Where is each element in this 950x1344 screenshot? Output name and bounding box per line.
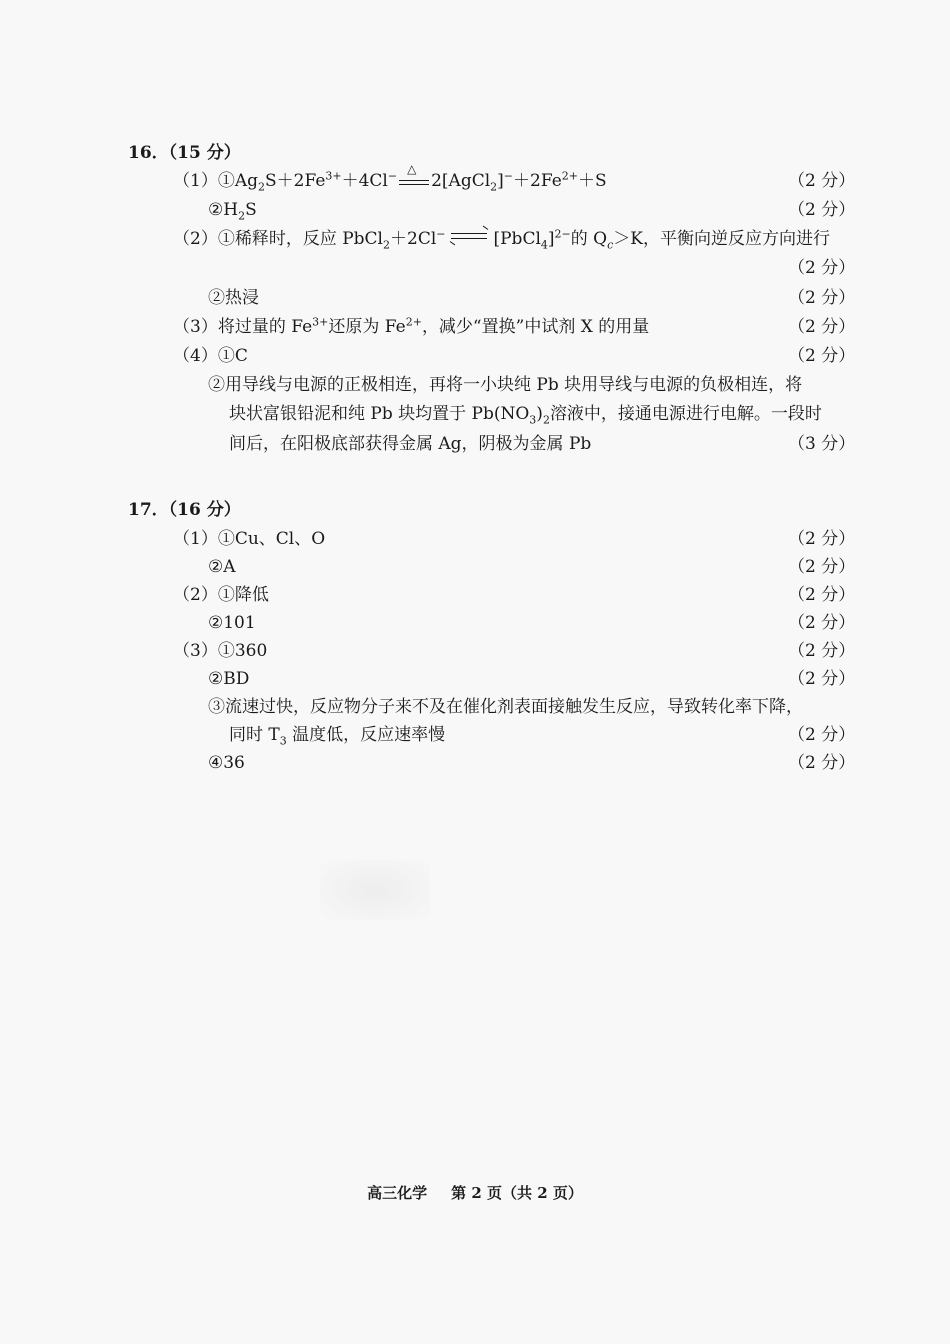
q16-p3-c: ，减少“置换”中试剂 X 的用量 bbox=[421, 317, 650, 337]
q17-p3c-line2a: 同时 T bbox=[229, 725, 280, 745]
q16-p2-prod-end: ] bbox=[547, 229, 555, 249]
q17-p3c-score: （2 分） bbox=[788, 725, 856, 745]
q17-p3d-score: （2 分） bbox=[788, 753, 856, 773]
q16-p2-label: （2）①稀释时，反应 PbCl bbox=[173, 229, 383, 249]
q16-heading: 16．（15 分） bbox=[128, 143, 241, 163]
q16-p1-score: （2 分） bbox=[788, 171, 856, 191]
q16-p2-tail2: ＞K，平衡向逆反应方向进行 bbox=[613, 229, 830, 249]
q16-part2 bbox=[173, 227, 830, 251]
q16-p2-sub2: 4 bbox=[540, 238, 548, 252]
q16-p3-sup2: 2+ bbox=[405, 315, 422, 329]
q16-part4: （4）①C bbox=[173, 346, 248, 366]
q17-item: （2）①降低 bbox=[173, 585, 269, 605]
q16-p3-b: 还原为 Fe bbox=[328, 317, 406, 337]
q16-p1-s: S＋2Fe bbox=[265, 171, 326, 191]
q16-p1-reactant: Ag bbox=[234, 171, 258, 191]
q16-p4b-line2b: ) bbox=[536, 404, 543, 424]
q16-p4b-sub2: 2 bbox=[542, 413, 550, 427]
q16-p1-cl: ＋4Cl bbox=[341, 171, 388, 191]
paper-smudge bbox=[320, 860, 430, 920]
q17-item-score: （2 分） bbox=[788, 669, 856, 689]
q16-part1-equation bbox=[173, 162, 607, 194]
q16-p4-score: （2 分） bbox=[788, 346, 856, 366]
heat-equals-symbol bbox=[397, 162, 431, 189]
q16-p2-tail1: 的 Q bbox=[570, 229, 608, 249]
q17-p3c-line2b: 温度低，反应速率慢 bbox=[286, 725, 446, 745]
q17-heading: 17．（16 分） bbox=[128, 500, 241, 520]
q16-p1-fe-sup: 3+ bbox=[325, 169, 342, 183]
q16-p1-cl-sup: − bbox=[387, 169, 398, 183]
q16-part4b-line3: 间后，在阳极底部获得金属 Ag，阴极为金属 Pb bbox=[229, 434, 592, 454]
q16-part1b bbox=[208, 198, 257, 222]
q16-p4b-sub1: 3 bbox=[529, 413, 537, 427]
q16-p1b-tail: S bbox=[245, 200, 257, 220]
q17-item-score: （2 分） bbox=[788, 613, 856, 633]
q16-p2-sup1: − bbox=[436, 227, 446, 241]
footer-subject: 高三化学 bbox=[367, 1184, 428, 1202]
q16-p1-product: 2[AgCl bbox=[431, 171, 491, 191]
q17-item-score: （2 分） bbox=[788, 641, 856, 661]
q17-item-score: （2 分） bbox=[788, 529, 856, 549]
q16-p1-tail: ＋S bbox=[577, 171, 607, 191]
q16-p3-sup1: 3+ bbox=[312, 315, 329, 329]
q16-p4b-score: （3 分） bbox=[788, 434, 856, 454]
q16-p4b-line2c: 溶液中，接通电源进行电解。一段时 bbox=[549, 404, 822, 424]
q16-p2-sub1: 2 bbox=[383, 238, 390, 252]
q17-item: ②BD bbox=[208, 669, 250, 689]
page-footer bbox=[0, 1182, 950, 1203]
q16-p1b-score: （2 分） bbox=[788, 200, 856, 220]
q16-part4b-line1: ②用导线与电源的正极相连，再将一小块纯 Pb 块用导线与电源的负极相连，将 bbox=[208, 375, 803, 395]
q16-p2-qc-sub: c bbox=[607, 238, 614, 252]
q16-p3-score: （2 分） bbox=[788, 317, 856, 337]
delta-icon: △ bbox=[407, 162, 417, 176]
q16-p2-sup2: 2− bbox=[554, 227, 571, 241]
q16-p2-mid: ＋2Cl bbox=[390, 229, 437, 249]
q16-p2-score: （2 分） bbox=[788, 258, 856, 278]
q16-p2-prod: [PbCl bbox=[493, 229, 541, 249]
q16-p1-prod-end: ] bbox=[497, 171, 504, 191]
q16-p1b-sub: 2 bbox=[238, 209, 246, 223]
q16-p2b-score: （2 分） bbox=[788, 288, 856, 308]
q17-item: （3）①360 bbox=[173, 641, 268, 661]
q17-part3d: ④36 bbox=[208, 753, 245, 773]
q16-part4b-line2 bbox=[229, 402, 822, 426]
q17-p3c-sub: 3 bbox=[279, 734, 287, 748]
q16-p1-rest: ＋2Fe bbox=[513, 171, 562, 191]
q16-part3 bbox=[173, 315, 649, 339]
q16-p1-rest-sup: 2+ bbox=[561, 169, 578, 183]
footer-page-number: 第 2 页（共 2 页） bbox=[451, 1184, 583, 1202]
q17-item: （1）①Cu、Cl、O bbox=[173, 529, 326, 549]
q17-item: ②A bbox=[208, 557, 236, 577]
q17-part3c-line2 bbox=[229, 723, 445, 747]
q16-p4b-line2a: 块状富银铅泥和纯 Pb 块均置于 Pb(NO bbox=[229, 404, 530, 424]
q17-part3c-line1: ③流速过快，反应物分子来不及在催化剂表面接触发生反应，导致转化率下降， bbox=[208, 697, 803, 717]
q16-part2b: ②热浸 bbox=[208, 288, 259, 308]
equilibrium-arrow-icon bbox=[449, 230, 489, 244]
q16-p1-label: （1）① bbox=[173, 171, 235, 191]
q16-p3-a: （3）将过量的 Fe bbox=[173, 317, 313, 337]
q16-p1b-label: ②H bbox=[208, 200, 239, 220]
q17-item: ②101 bbox=[208, 613, 256, 633]
q17-item-score: （2 分） bbox=[788, 585, 856, 605]
q17-item-score: （2 分） bbox=[788, 557, 856, 577]
q16-p1-sub: 2 bbox=[258, 180, 265, 194]
q16-p1-prod-sup: − bbox=[503, 169, 514, 183]
q16-p1-prod-sub: 2 bbox=[490, 180, 498, 194]
